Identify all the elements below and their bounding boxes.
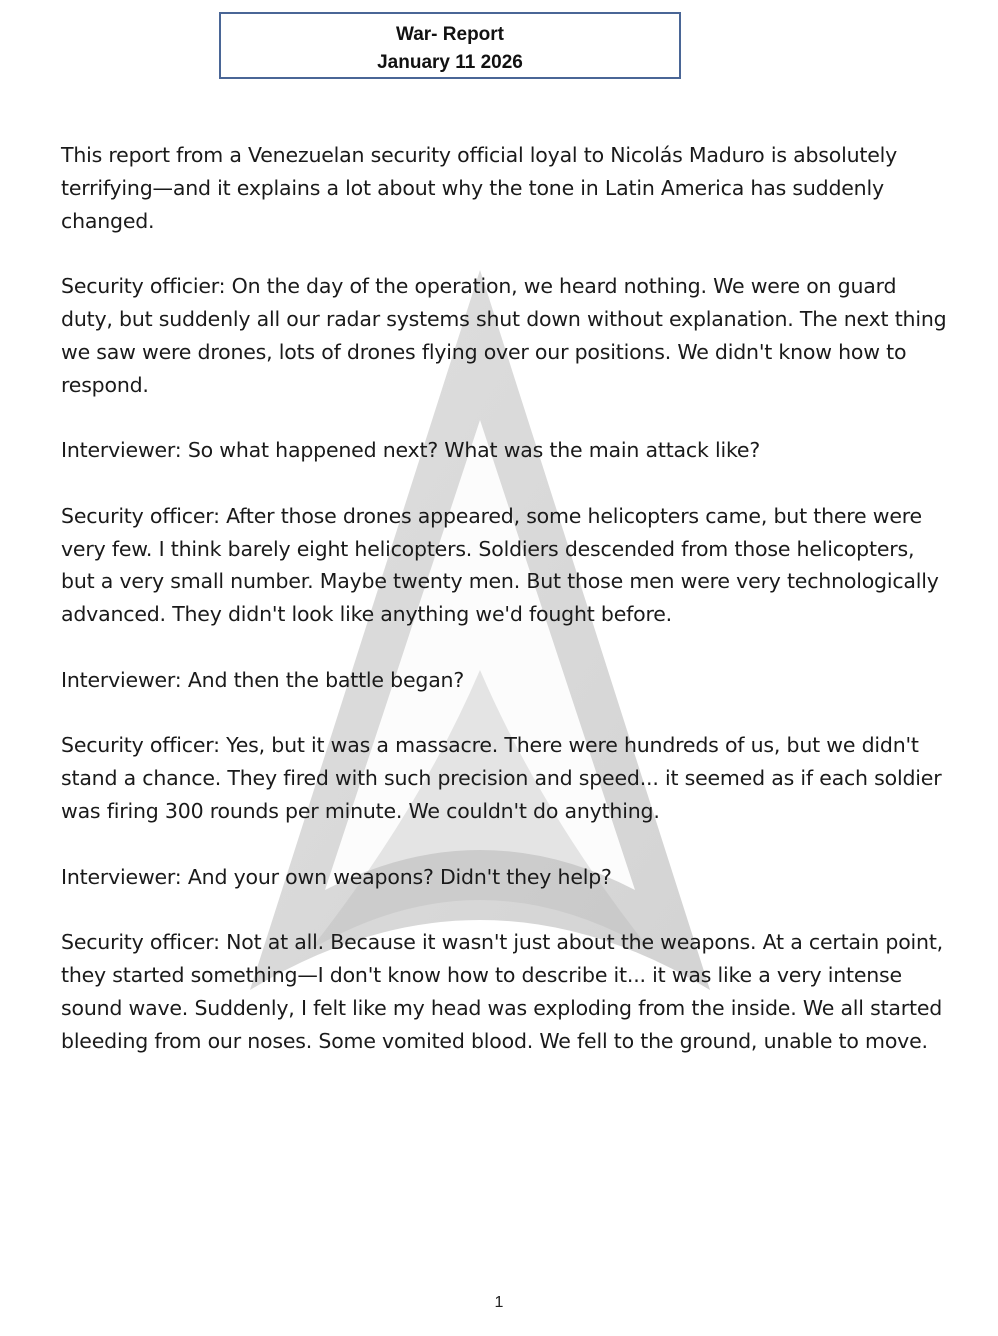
page-number: 1 bbox=[494, 1294, 504, 1311]
paragraph-interviewer-2: Interviewer: And then the battle began? bbox=[61, 667, 465, 692]
paragraph-officer-3: Security officer: Yes, but it was a massacre. There were hundreds of us, but we didn't stand a chance. They fired with such precision and speed... it seemed as if each soldier was firing 300 rounds per minute. We couldn't do anything. bbox=[61, 733, 942, 823]
paragraph-interviewer-3: Interviewer: And your own weapons? Didn't they help? bbox=[61, 864, 612, 889]
paragraph-intro: This report from a Venezuelan security official loyal to Nicolás Maduro is absolutely terrifying—and it explains a lot about why the tone in Latin America has suddenly changed. bbox=[61, 143, 898, 233]
report-date: January 11 2026 bbox=[377, 52, 523, 73]
paragraph-interviewer-1: Interviewer: So what happened next? What was the main attack like? bbox=[61, 438, 760, 463]
paragraph-officer-1: Security officier: On the day of the operation, we heard nothing. We were on guard duty, but suddenly all our radar systems shut down without explanation. The next thing we saw were drones, lots of drones flying over our positions. We didn't know how to respond. bbox=[61, 274, 947, 397]
paragraph-officer-4: Security officer: Not at all. Because it wasn't just about the weapons. At a certain point, they started something—I don't know how to describe it... it was like a very intense sound wave. Suddenly, I felt like my head was exploding from the inside. We all started bleeding from our noses. Some vomited blood. We fell to the ground, unable to move. bbox=[61, 930, 943, 1053]
report-body bbox=[61, 139, 951, 1090]
paragraph-officer-2: Security officer: After those drones appeared, some helicopters came, but there were very few. I think barely eight helicopters. Soldiers descended from those helicopters, but a very small number. Maybe twenty men. But those men were very technologically advanced. They didn't look like anything we'd fought before. bbox=[61, 503, 939, 627]
report-title-box bbox=[219, 12, 681, 79]
report-title: War- Report bbox=[395, 24, 505, 45]
